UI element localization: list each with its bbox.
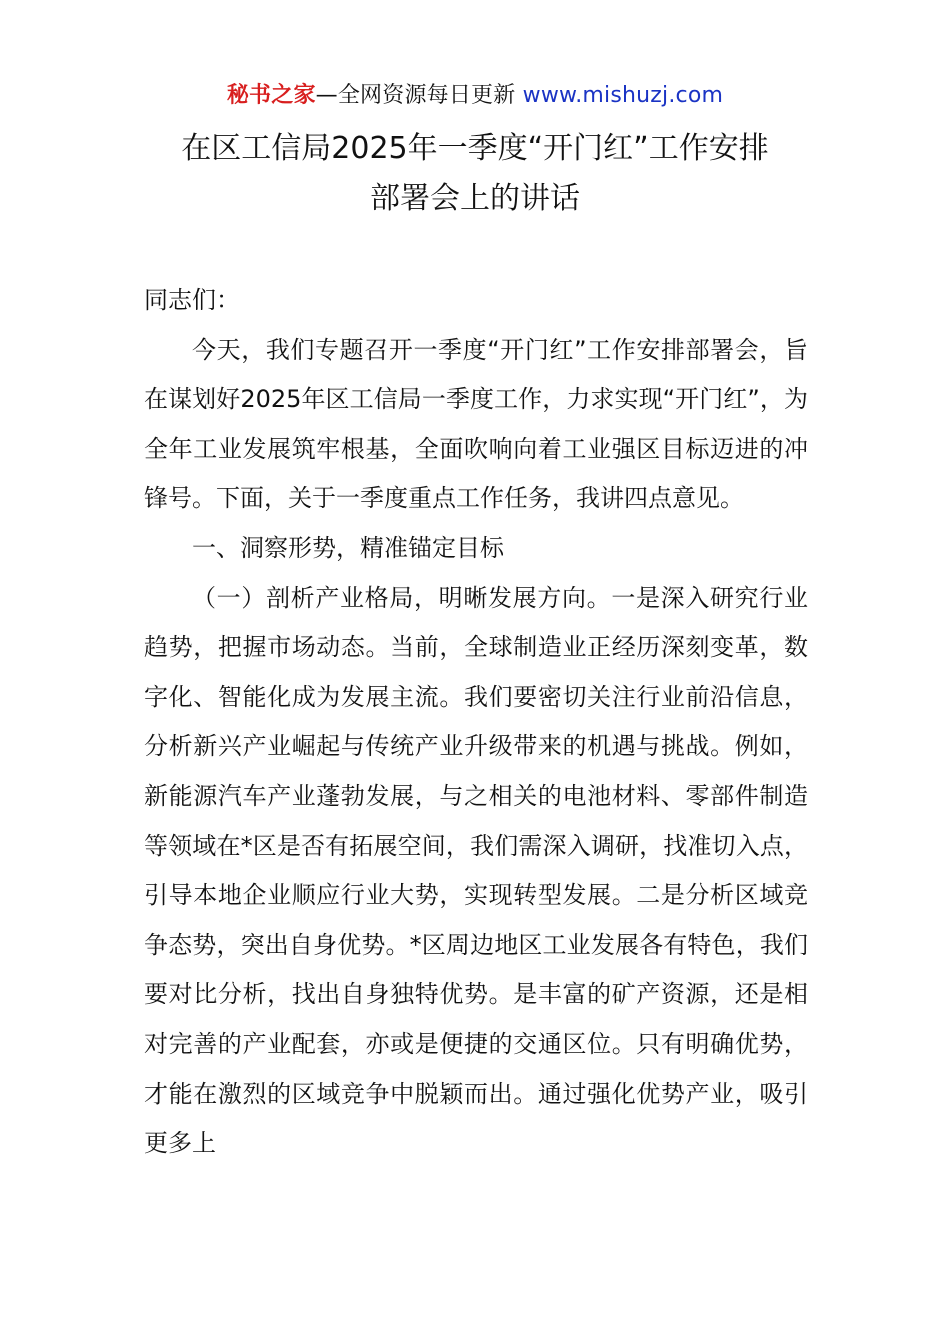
section-heading-1: 一、洞察形势，精准锚定目标 [192,533,504,562]
header-tagline: —全网资源每日更新 [315,83,523,108]
site-header [0,80,950,112]
title-line-1: 在区工信局2025年一季度“开门红”工作安排 [181,131,769,166]
header-url-link[interactable]: www.mishuzj.com [522,83,724,108]
section-1-paragraph-1: （一）剖析产业格局，明晰发展方向。一是深入研究行业趋势，把握市场动态。当前，全球制造业正经历深刻变革，数字化、智能化成为发展主流。我们要密切关注行业前沿信息，分析新兴产业崛起与传统产业升级带来的机遇与挑战。例如，新能源汽车产业蓬勃发展，与之相关的电池材料、零部件制造等领域在*区是否有拓展空间，我们需深入调研，找准切入点，引导本地企业顺应行业大势，实现转型发展。二是分析区域竞争态势，突出自身优势。*区周边地区工业发展各有特色，我们要对比分析，找出自身独特优势。是丰富的矿产资源，还是相对完善的产业配套，亦或是便捷的交通区位。只有明确优势，才能在激烈的区域竞争中脱颖而出。通过强化优势产业，吸引更多上 [144,583,808,1158]
salutation: 同志们： [144,286,240,314]
document-title [100,124,850,224]
brand-name: 秘书之家 [226,83,316,108]
intro-paragraph: 今天，我们专题召开一季度“开门红”工作安排部署会，旨在谋划好2025年区工信局一季度工作，力求实现“开门红”，为全年工业发展筑牢根基，全面吹响向着工业强区目标迈进的冲锋号。下面，关于一季度重点工作任务，我讲四点意见。 [144,335,808,513]
document-body [144,276,808,1169]
title-line-2: 部署会上的讲话 [370,181,580,216]
